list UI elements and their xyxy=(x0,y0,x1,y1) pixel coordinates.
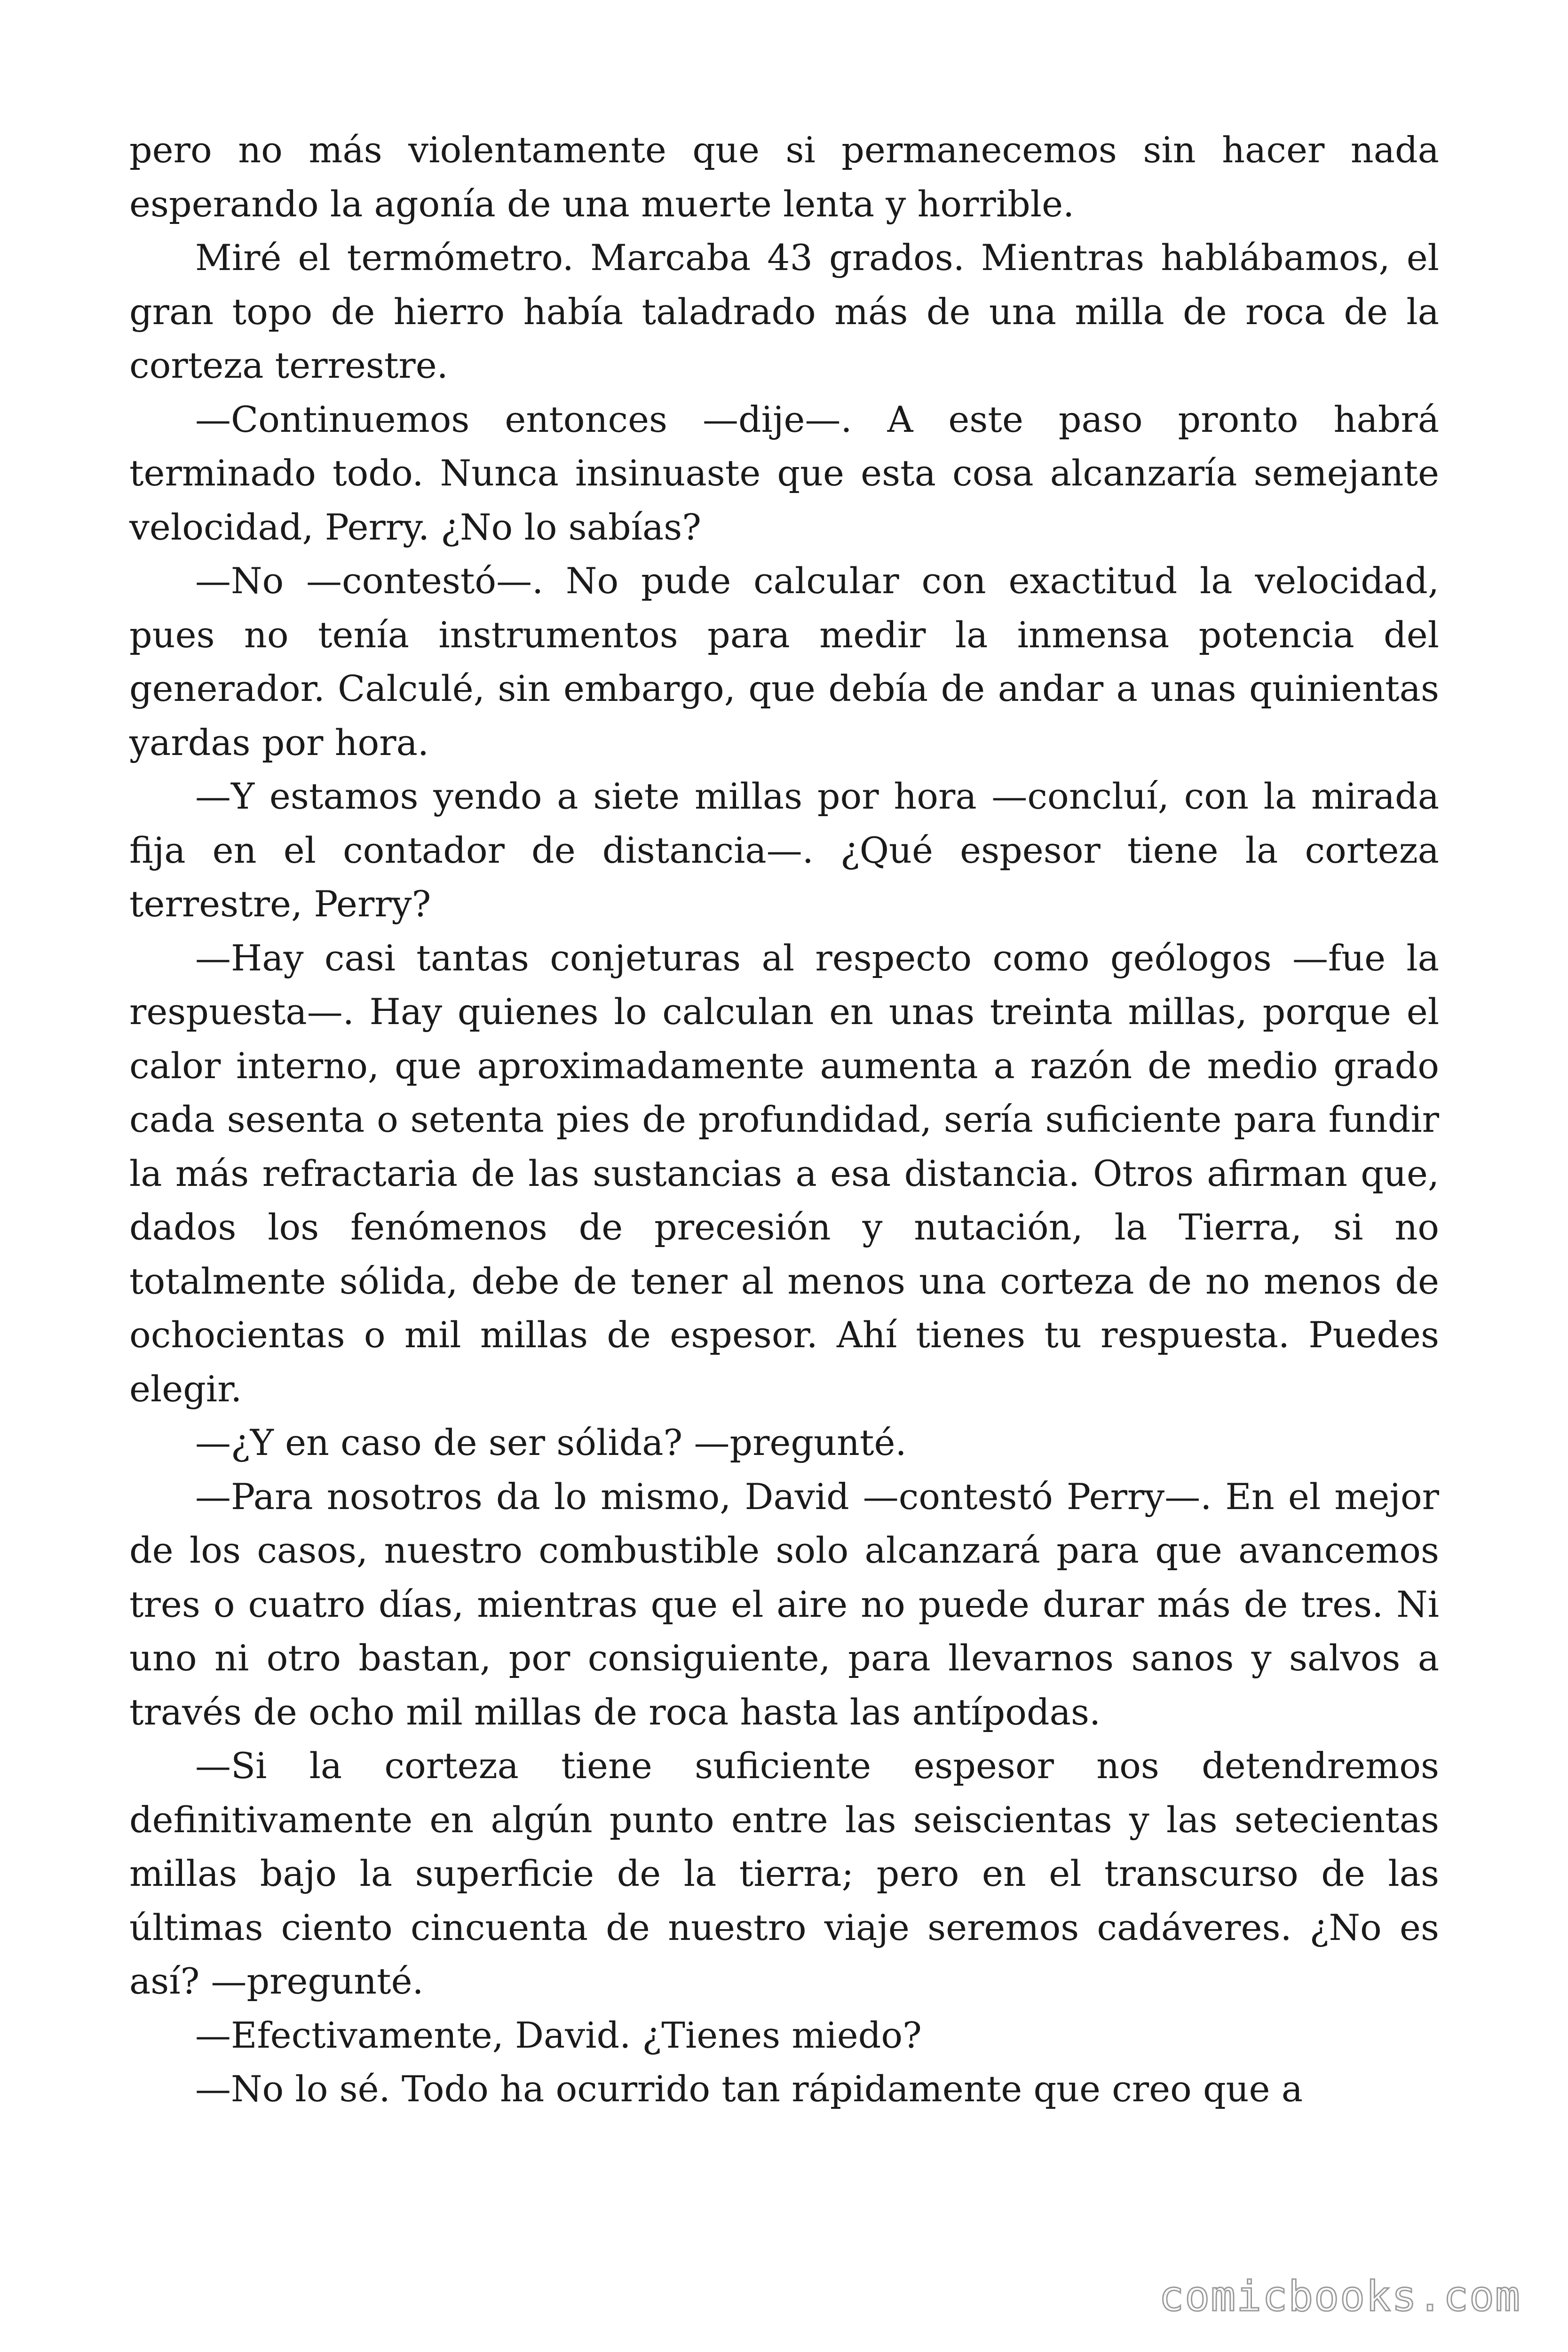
paragraph: —No lo sé. Todo ha ocurrido tan rápidamente que creo que a xyxy=(195,2068,1303,2110)
paragraph: —Continuemos entonces —dije—. A este paso pronto habrá terminado todo. Nunca insinuaste que esta cosa alcanzaría semejante velocidad, Perry. ¿No lo sabías? xyxy=(129,398,1439,548)
site-watermark: comicbooks.com xyxy=(1159,2272,1521,2320)
paragraph: —No —contestó—. No pude calcular con exactitud la velocidad, pues no tenía instrumentos para medir la inmensa potencia del generador. Calculé, sin embargo, que debía de andar a unas quinientas yardas por hora. xyxy=(129,560,1439,763)
paragraph: —Si la corteza tiene suficiente espesor nos detendremos definitivamente en algún punto entre las seiscientas y las setecientas millas bajo la superficie de la tierra; pero en el transcurso de las últimas ciento cincuenta de nuestro viaje seremos cadáveres. ¿No es así? —pregunté. xyxy=(129,1745,1439,2002)
paragraph: —Hay casi tantas conjeturas al respecto como geólogos —fue la respuesta—. Hay quienes lo calculan en unas treinta millas, porque el calor interno, que aproximadamente aumenta a razón de medio grado cada sesenta o setenta pies de profundidad, sería suficiente para fundir la más refractaria de las sustancias a esa distancia. Otros afirman que, dados los fenómenos de precesión y nutación, la Tierra, si no totalmente sólida, debe de tener al menos una corteza de no menos de ochocientas o mil millas de espesor. Ahí tienes tu respuesta. Puedes elegir. xyxy=(129,937,1439,1410)
paragraph: —Efectivamente, David. ¿Tienes miedo? xyxy=(195,2014,922,2056)
paragraph: —¿Y en caso de ser sólida? —pregunté. xyxy=(195,1422,907,1463)
page-body-text xyxy=(129,123,1439,2116)
paragraph: Miré el termómetro. Marcaba 43 grados. Mientras hablábamos, el gran topo de hierro había taladrado más de una milla de roca de la corteza terrestre. xyxy=(129,237,1439,386)
paragraph: —Y estamos yendo a siete millas por hora —concluí, con la mirada fija en el contador de distancia—. ¿Qué espesor tiene la corteza terrestre, Perry? xyxy=(129,775,1439,925)
paragraph: pero no más violentamente que si permanecemos sin hacer nada esperando la agonía de una muerte lenta y horrible. xyxy=(129,129,1439,225)
paragraph: —Para nosotros da lo mismo, David —contestó Perry—. En el mejor de los casos, nuestro combustible solo alcanzará para que avancemos tres o cuatro días, mientras que el aire no puede durar más de tres. Ni uno ni otro bastan, por consiguiente, para llevarnos sanos y salvos a través de ocho mil millas de roca hasta las antípodas. xyxy=(129,1475,1439,1733)
